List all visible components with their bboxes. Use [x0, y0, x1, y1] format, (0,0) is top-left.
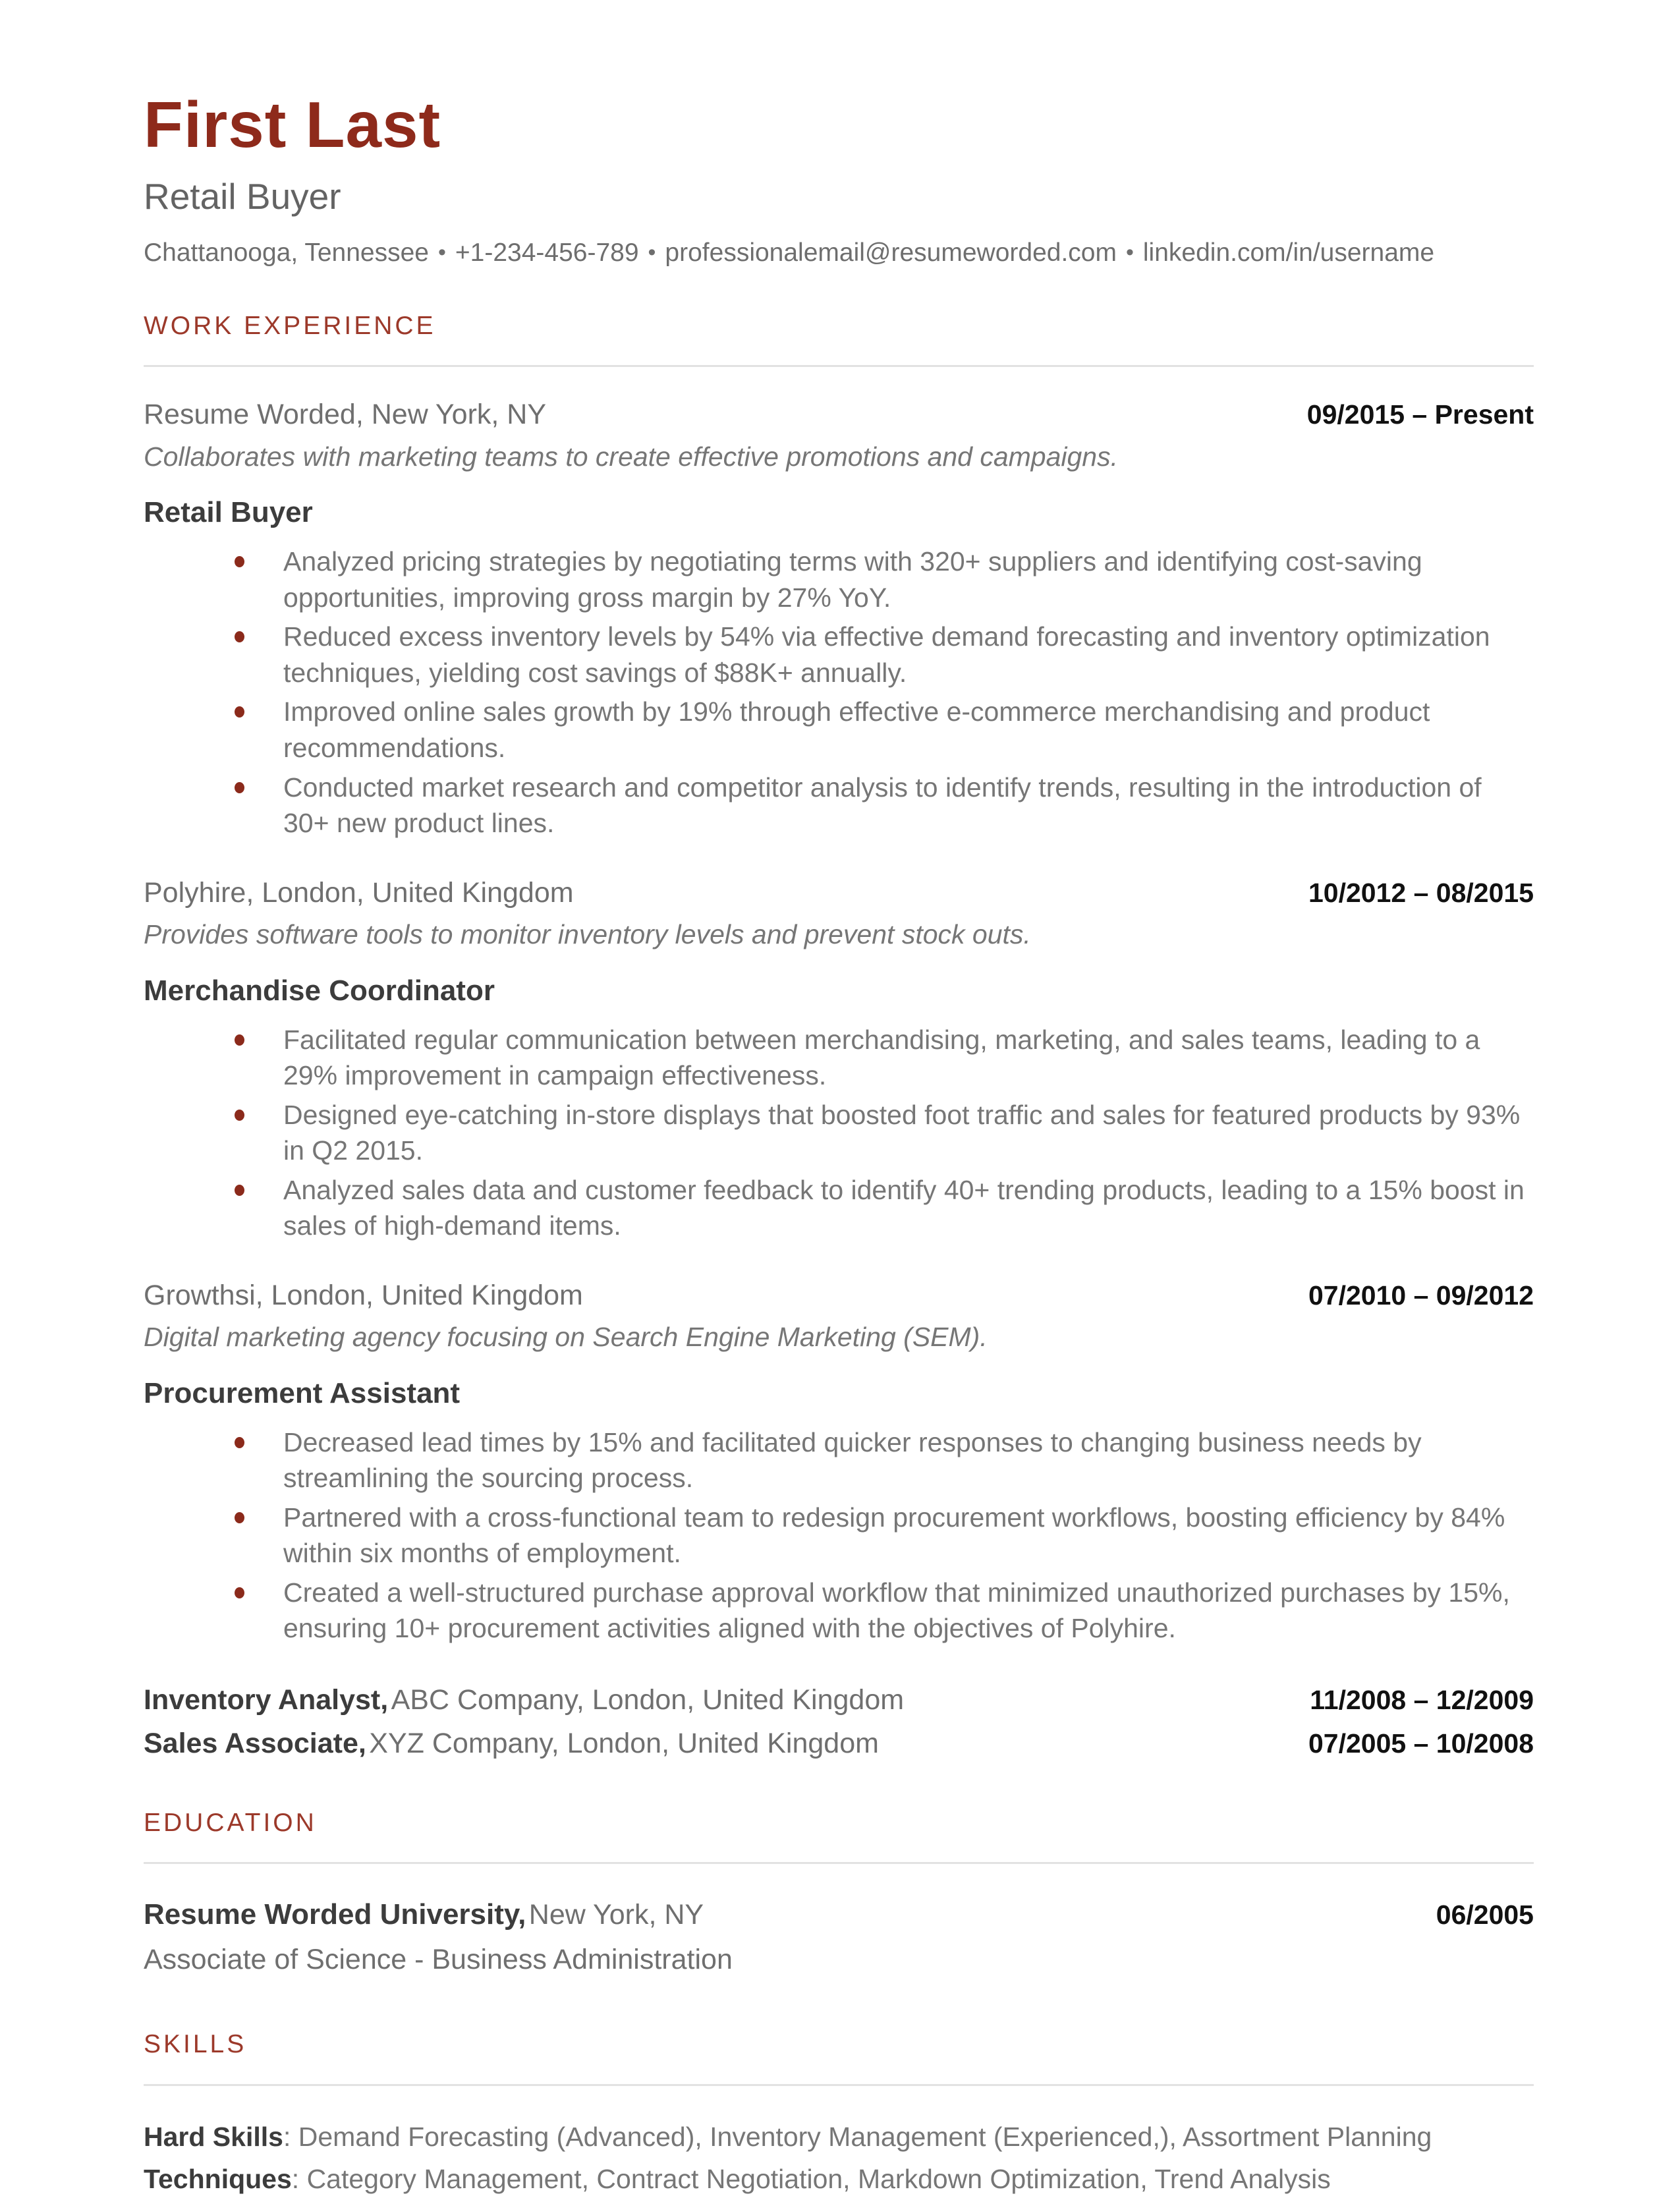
earlier-role-dates: 11/2008 – 12/2009 — [1310, 1684, 1534, 1715]
job-company: Resume Worded, New York, NY — [144, 399, 547, 431]
bullet-dot-icon — [235, 1437, 244, 1448]
job-company: Polyhire, London, United Kingdom — [144, 876, 574, 909]
bullet-item — [144, 1500, 1534, 1571]
skills-items: : Category Management, Contract Negotiation, Markdown Optimization, Trend Analysis — [291, 2163, 1331, 2194]
education-dates: 06/2005 — [1436, 1900, 1534, 1931]
job-dates: 10/2012 – 08/2015 — [1308, 877, 1534, 908]
bullet-text: Conducted market research and competitor analysis to identify trends, resulting in the introduction of 30+ new product lines. — [283, 772, 1482, 839]
bullet-dot-icon — [235, 631, 244, 642]
job-role-title: Retail Buyer — [144, 496, 313, 529]
candidate-name: First Last — [144, 88, 441, 161]
bullet-item — [144, 1575, 1534, 1647]
earlier-role-company: XYZ Company, London, United Kingdom — [369, 1728, 879, 1760]
job-company: Growthsi, London, United Kingdom — [144, 1279, 583, 1311]
job-company-description: Provides software tools to monitor inventory levels and prevent stock outs. — [144, 919, 1031, 950]
contact-location: Chattanooga, Tennessee — [144, 238, 429, 267]
job-entry — [144, 1278, 1534, 1647]
job-bullet-list — [144, 544, 1534, 841]
contact-separator: • — [1125, 239, 1134, 265]
contact-separator: • — [648, 239, 656, 265]
bullet-dot-icon — [235, 1110, 244, 1121]
bullet-item — [144, 619, 1534, 691]
job-dates: 07/2010 – 09/2012 — [1308, 1280, 1534, 1311]
education-entry — [144, 1896, 1534, 1933]
bullet-dot-icon — [235, 706, 244, 718]
contact-line — [144, 237, 1534, 270]
skills-label: Hard Skills — [144, 2122, 283, 2153]
bullet-text: Analyzed sales data and customer feedback to identify 40+ trending products, leading to a 15% boost in sales of high-demand items. — [283, 1174, 1525, 1241]
skills-block — [144, 2116, 1534, 2200]
section-heading-work-experience: WORK EXPERIENCE — [144, 311, 436, 340]
job-entry — [144, 397, 1534, 841]
bullet-item — [144, 544, 1534, 615]
bullet-dot-icon — [235, 1034, 244, 1046]
section-divider — [144, 1862, 1534, 1864]
bullet-text: Designed eye-catching in-store displays that boosted foot traffic and sales for featured products by 93% in Q2 2015. — [283, 1099, 1521, 1166]
earlier-role-text — [144, 1679, 904, 1720]
job-role-title: Merchandise Coordinator — [144, 974, 495, 1007]
bullet-item — [144, 1172, 1534, 1244]
job-company-description: Collaborates with marketing teams to create effective promotions and campaigns. — [144, 441, 1119, 472]
bullet-dot-icon — [235, 556, 244, 567]
earlier-roles — [144, 1679, 1534, 1764]
job-header-row — [144, 876, 1534, 911]
education-school-line — [144, 1896, 704, 1933]
earlier-role-row — [144, 1679, 1534, 1720]
earlier-role-company: ABC Company, London, United Kingdom — [391, 1683, 905, 1716]
section-divider — [144, 365, 1534, 367]
contact-separator: • — [437, 239, 446, 265]
skills-items: : Demand Forecasting (Advanced), Inventory Management (Experienced,), Assortment Planning — [283, 2122, 1432, 2153]
job-company-description: Digital marketing agency focusing on Search Engine Marketing (SEM). — [144, 1322, 988, 1353]
earlier-role-dates: 07/2005 – 10/2008 — [1308, 1728, 1534, 1759]
bullet-item — [144, 694, 1534, 766]
job-bullet-list — [144, 1424, 1534, 1647]
section-heading-skills: SKILLS — [144, 2030, 247, 2059]
education-school: Resume Worded University, — [144, 1898, 526, 1931]
job-role-title: Procurement Assistant — [144, 1376, 461, 1409]
bullet-text: Decreased lead times by 15% and facilitated quicker responses to changing business needs by streamlining the sourcing process. — [283, 1426, 1422, 1494]
skills-line — [144, 2116, 1534, 2158]
bullet-item — [144, 1424, 1534, 1496]
skills-line — [144, 2158, 1534, 2200]
job-bullet-list — [144, 1022, 1534, 1244]
contact-phone: +1-234-456-789 — [455, 238, 639, 267]
section-heading-education: EDUCATION — [144, 1808, 317, 1837]
contact-linkedin: linkedin.com/in/username — [1142, 238, 1435, 267]
contact-email: professionalemail@resumeworded.com — [665, 238, 1117, 267]
bullet-text: Partnered with a cross-functional team to redesign procurement workflows, boosting efficiency by 84% within six months of employment. — [283, 1502, 1505, 1569]
skills-label: Techniques — [144, 2163, 292, 2194]
bullet-item — [144, 770, 1534, 841]
education-degree: Associate of Science - Business Administration — [144, 1943, 733, 1975]
job-dates: 09/2015 – Present — [1306, 399, 1534, 430]
section-divider — [144, 2084, 1534, 2086]
bullet-item — [144, 1097, 1534, 1169]
bullet-dot-icon — [235, 782, 244, 793]
job-header-row — [144, 397, 1534, 433]
bullet-dot-icon — [235, 1587, 244, 1598]
earlier-role-row — [144, 1723, 1534, 1764]
job-entry — [144, 876, 1534, 1244]
bullet-text: Created a well-structured purchase approval workflow that minimized unauthorized purchases by 15%, ensuring 10+ procurement activities aligned with the objectives of Polyhire. — [283, 1577, 1510, 1644]
bullet-text: Analyzed pricing strategies by negotiating terms with 320+ suppliers and identifying cost-saving opportunities, improving gross margin by 27% YoY. — [283, 546, 1422, 613]
job-header-row — [144, 1278, 1534, 1314]
candidate-job-title: Retail Buyer — [144, 175, 341, 217]
earlier-role-title: Sales Associate, — [144, 1728, 366, 1760]
earlier-role-title: Inventory Analyst, — [144, 1683, 389, 1716]
earlier-role-text — [144, 1723, 879, 1764]
bullet-text: Reduced excess inventory levels by 54% via effective demand forecasting and inventory optimization techniques, yielding cost savings of $88K+ annually. — [283, 621, 1490, 688]
bullet-dot-icon — [235, 1512, 244, 1523]
bullet-dot-icon — [235, 1185, 244, 1196]
bullet-item — [144, 1022, 1534, 1094]
education-school-location: New York, NY — [528, 1899, 704, 1931]
bullet-text: Facilitated regular communication between merchandising, marketing, and sales teams, leading to a 29% improvement in campaign effectiveness. — [283, 1024, 1480, 1091]
bullet-text: Improved online sales growth by 19% through effective e-commerce merchandising and product recommendations. — [283, 696, 1430, 763]
